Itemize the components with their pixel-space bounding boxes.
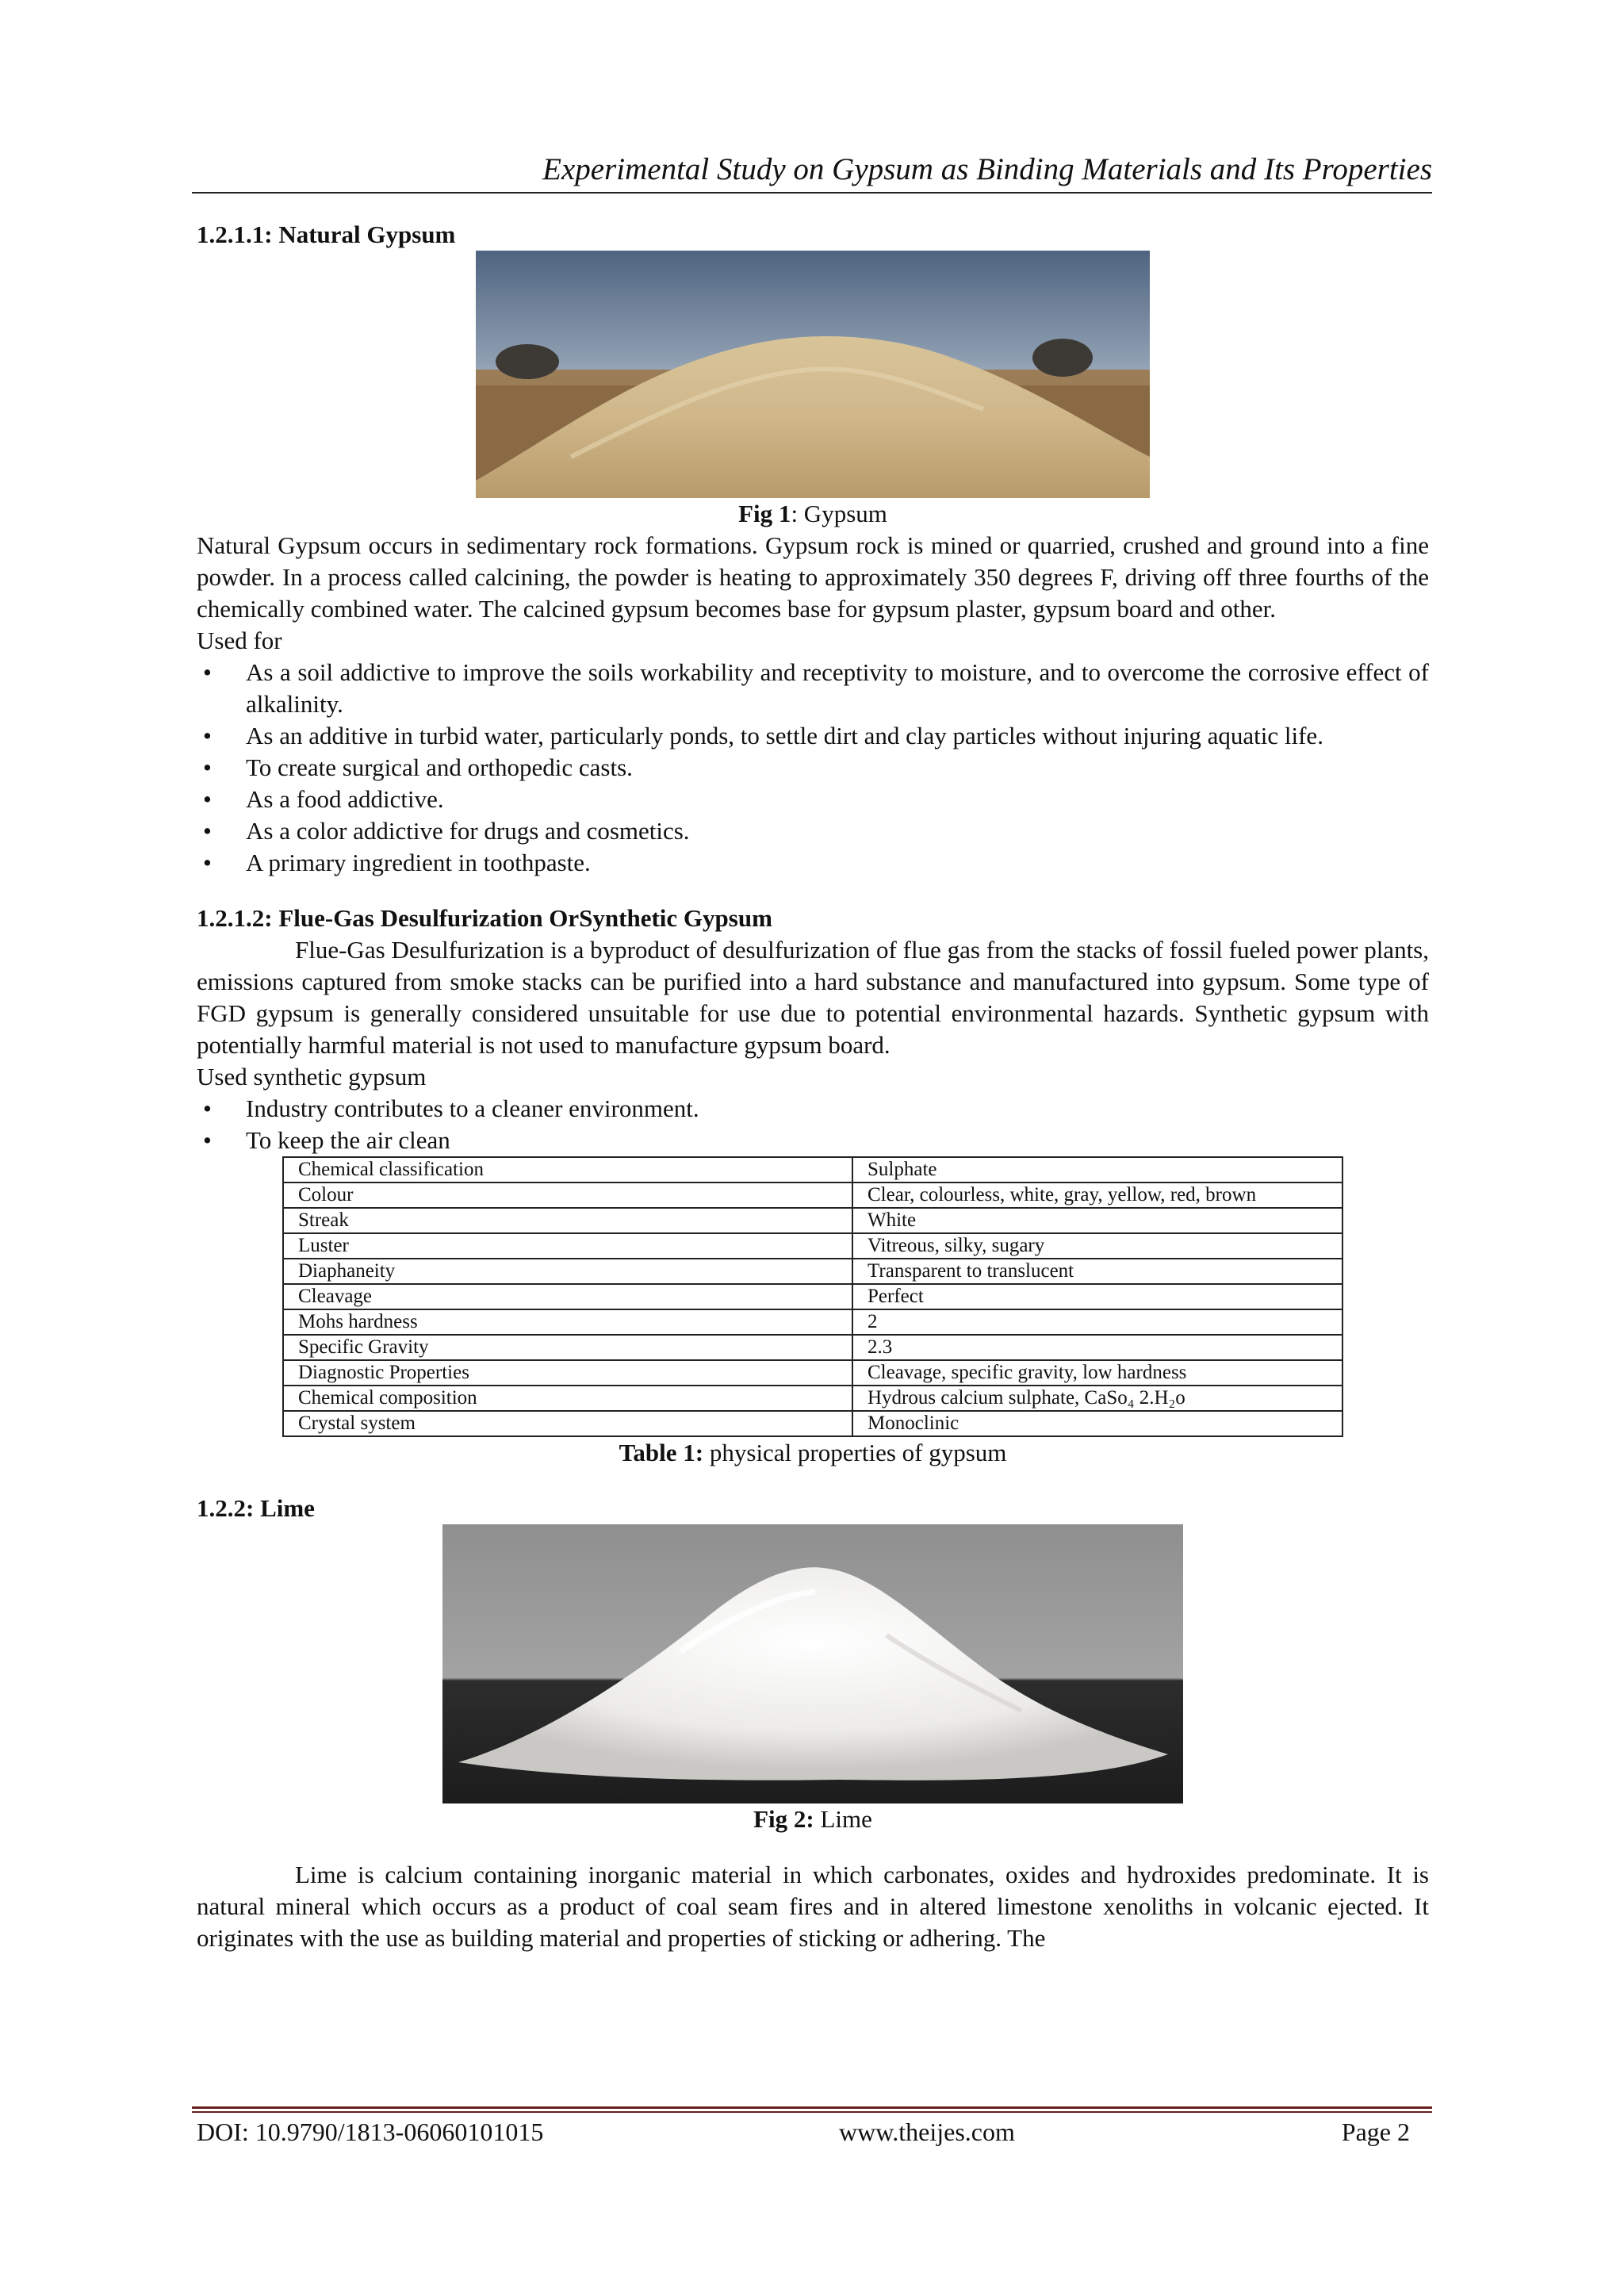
- table-row: Specific Gravity 2.3: [283, 1335, 1342, 1360]
- list-item: • A primary ingredient in toothpaste.: [197, 847, 1429, 879]
- bullet-icon: •: [203, 1094, 212, 1122]
- table-1-caption: [197, 1437, 1429, 1469]
- used-for-label: Used for: [197, 627, 282, 654]
- list-item: • As an additive in turbid water, particularly ponds, to settle dirt and clay particles without injuring aquatic life.: [197, 720, 1429, 752]
- figure-2-caption: [197, 1803, 1429, 1835]
- lime-paragraph: Lime is calcium containing inorganic material in which carbonates, oxides and hydroxides predominate. It is natural mineral which occurs as a product of coal seam fires and in altered limestone xenoliths in volcanic ejected. It originates with the use as building material and properties of sticking or adhering. The: [197, 1861, 1429, 1952]
- list-item: • To keep the air clean: [197, 1125, 1429, 1156]
- table-row: Mohs hardness 2: [283, 1309, 1342, 1335]
- gypsum-pile-photo: [476, 251, 1150, 498]
- bullet-icon: •: [203, 753, 212, 781]
- list-item: • Industry contributes to a cleaner environment.: [197, 1093, 1429, 1125]
- natural-gypsum-uses-list: [197, 657, 1429, 879]
- table-1-label: Table 1:: [619, 1439, 704, 1466]
- list-item: • As a color addictive for drugs and cosmetics.: [197, 815, 1429, 847]
- table-row: Diagnostic Properties Cleavage, specific gravity, low hardness: [283, 1360, 1342, 1386]
- table-row: Diaphaneity Transparent to translucent: [283, 1259, 1342, 1284]
- bullet-icon: •: [203, 849, 212, 876]
- list-item: • To create surgical and orthopedic casts.: [197, 752, 1429, 784]
- bullet-icon: •: [203, 658, 212, 686]
- figure-1-caption: [197, 498, 1429, 530]
- used-synthetic-label: Used synthetic gypsum: [197, 1063, 427, 1091]
- section-heading-lime: 1.2.2: Lime: [197, 1494, 315, 1522]
- table-row: Chemical composition Hydrous calcium sulphate, CaSo₄ 2.H₂o: [283, 1386, 1342, 1411]
- table-row: Streak White: [283, 1208, 1342, 1233]
- list-item: • As a food addictive.: [197, 784, 1429, 815]
- running-header: Experimental Study on Gypsum as Binding Materials and Its Properties: [192, 151, 1432, 194]
- figure-1: [197, 251, 1429, 530]
- footer-divider-secondary: [192, 2111, 1432, 2113]
- table-1-caption-text: physical properties of gypsum: [703, 1439, 1007, 1466]
- fgd-paragraph: Flue-Gas Desulfurization is a byproduct of desulfurization of flue gas from the stacks of fossil fueled power plants, emissions captured from smoke stacks can be purified into a hard substance and manufactured into gypsum. Some type of FGD gypsum is generally considered unsuitable for use due to potential environmental hazards. Synthetic gypsum with potentially harmful material is not used to manufacture gypsum board.: [197, 936, 1429, 1059]
- footer-divider: [192, 2106, 1432, 2109]
- footer-page-number: Page 2: [1341, 2118, 1410, 2146]
- footer-doi: DOI: 10.9790/1813-06060101015: [197, 2118, 544, 2146]
- physical-properties-table: [282, 1156, 1343, 1437]
- table-row: Chemical classification Sulphate: [283, 1157, 1342, 1182]
- page-content: [197, 219, 1429, 1954]
- figure-2: [197, 1524, 1429, 1835]
- table-row: Crystal system Monoclinic: [283, 1411, 1342, 1436]
- fgd-uses-list: [197, 1093, 1429, 1156]
- lime-pile-photo: [442, 1524, 1183, 1803]
- bullet-icon: •: [203, 817, 212, 845]
- section-heading-natural-gypsum: 1.2.1.1: Natural Gypsum: [197, 220, 456, 248]
- figure-2-caption-text: Lime: [814, 1805, 872, 1833]
- bullet-icon: •: [203, 1126, 212, 1154]
- natural-gypsum-paragraph: Natural Gypsum occurs in sedimentary rock formations. Gypsum rock is mined or quarried, crushed and ground into a fine powder. In a process called calcining, the powder is heating to approximately 350 degrees F, driving off three fourths of the chemically combined water. The calcined gypsum becomes base for gypsum plaster, gypsum board and other.: [197, 531, 1429, 623]
- list-item: • As a soil addictive to improve the soils workability and receptivity to moisture, and to overcome the corrosive effect of alkalinity.: [203, 658, 1429, 718]
- section-heading-fgd: 1.2.1.2: Flue-Gas Desulfurization OrSynthetic Gypsum: [197, 904, 772, 932]
- table-row: Cleavage Perfect: [283, 1284, 1342, 1309]
- table-row: Colour Clear, colourless, white, gray, yellow, red, brown: [283, 1182, 1342, 1208]
- bullet-icon: •: [203, 722, 212, 749]
- figure-2-label: Fig 2:: [753, 1805, 814, 1833]
- footer-website: www.theijes.com: [839, 2118, 1015, 2146]
- figure-1-caption-text: : Gypsum: [791, 500, 887, 527]
- figure-1-label: Fig 1: [738, 500, 791, 527]
- table-row: Luster Vitreous, silky, sugary: [283, 1233, 1342, 1259]
- bullet-icon: •: [203, 785, 212, 813]
